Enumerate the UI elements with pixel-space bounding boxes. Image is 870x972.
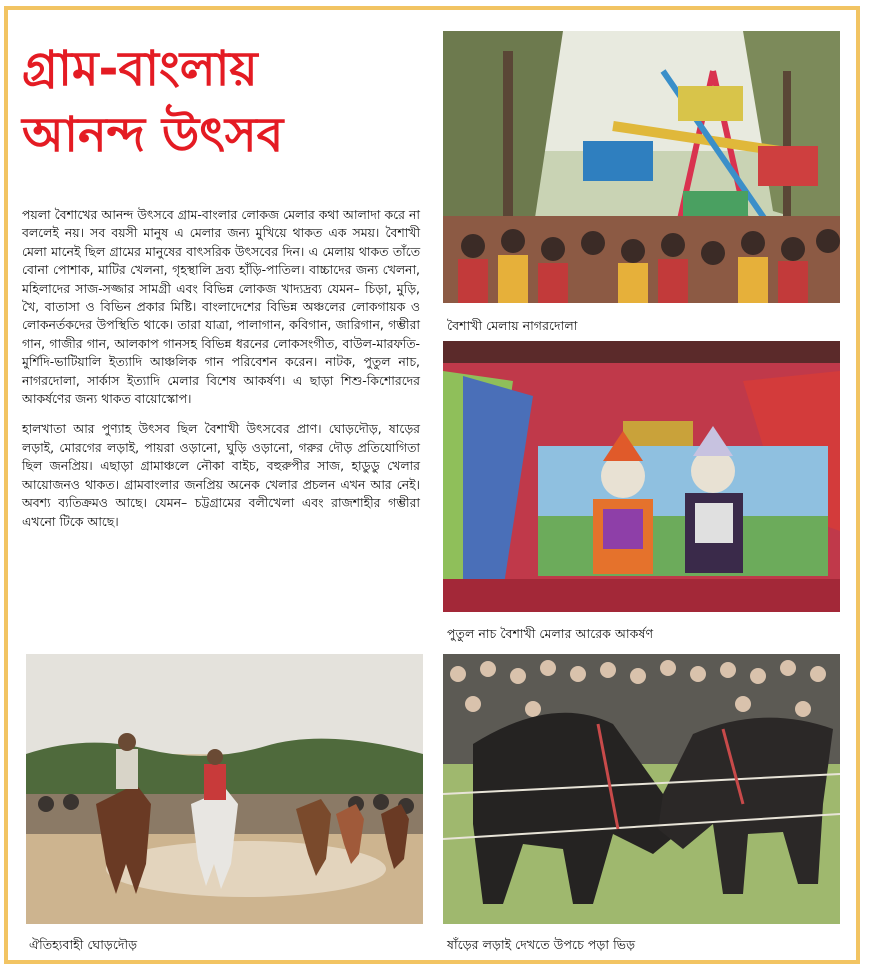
article-paragraph-2: হালখাতা আর পুণ্যাহ উৎসব ছিল বৈশাখী উৎসবের প্রাণ। ঘোড়দৌড়, ষাড়ের লড়াই, মোরগের লড়াই, পায়রা ওড়ানো, ঘুড়ি ওড়ানো, গরুর দৌড় প্রতিযোগিতা ছিল জনপ্রিয়। এছাড়া গ্রামাঞ্চলে নৌকা বাইচ, বহুরুপীর সাজ, হাডুডু খেলার আয়োজনও থাকত। গ্রামবাংলার জনপ্রিয় অনেক খেলার প্রচলন এখন আর নেই। অবশ্য ব্যতিক্রমও আছে। যেমন– চট্টগ্রামের বলীখেলা এবং রাজশাহীর গম্ভীরা এখনো টিকে আছে। — [22, 421, 420, 529]
headline — [22, 36, 422, 168]
horse-race-photo — [26, 654, 423, 924]
caption-horse-race: ঐতিহ্যবাহী ঘোড়দৌড় — [29, 937, 138, 952]
headline-line-1: গ্রাম-বাংলায় — [22, 41, 258, 97]
caption-bull-fight: ষাঁড়ের লড়াই দেখতে উপচে পড়া ভিড় — [447, 937, 636, 952]
caption-puppet-show: পুতুল নাচ বৈশাখী মেলার আরেক আকর্ষণ — [447, 626, 654, 641]
article-paragraph-1: পয়লা বৈশাখের আনন্দ উৎসবে গ্রাম-বাংলার লোকজ মেলার কথা আলাদা করে না বললেই নয়। সব বয়সী মানুষ এ মেলার জন্য মুখিয়ে থাকত এক সময়। বৈশাখী মেলা মানেই ছিল গ্রামের মানুষের বাৎসরিক উৎসবের দিন। এ মেলায় থাকত তাঁতে বোনা পোশাক, মাটির খেলনা, গৃহস্থালি দ্রব্য হাঁড়ি-পাতিল। বাচ্চাদের জন্য খেলনা, মহিলাদের সাজ-সজ্জার সামগ্রী এবং বিভিন্ন লোকজ খাদ্যদ্রব্য যেমন– চিড়া, মুড়ি, খৈ, বাতাসা ও বিভিন প্রকার মিষ্টি। বাংলাদেশের বিভিন্ন অঞ্চলের লোকগায়ক ও লোকনর্তকদের উপস্থিতি থাকে। তারা যাত্রা, পালাগান, কবিগান, জারিগান, গম্ভীরা গান, গাজীর গান, আলকাপ গানসহ বিভিন্ন ধরনের লোকসংগীত, বাউল-মারফতি-মুর্শিদি-ভাটিয়ালি ইত্যাদি আঞ্চলিক গান পরিবেশন করেন। নাটক, পুতুল নাচ, নাগরদোলা, সার্কাস ইত্যাদি মেলার বিশেষ আকর্ষণ। এ ছাড়া শিশু-কিশোরদের আকর্ষণের জন্য থাকত বায়োস্কোপ। — [22, 207, 420, 407]
caption-ferris-wheel: বৈশাখী মেলায় নাগরদোলা — [447, 318, 578, 333]
article-body — [22, 206, 420, 543]
headline-line-2: আনন্দ উৎসব — [22, 107, 284, 163]
puppet-show-photo — [443, 341, 840, 612]
ferris-wheel-photo — [443, 31, 840, 303]
bull-fight-photo — [443, 654, 840, 924]
